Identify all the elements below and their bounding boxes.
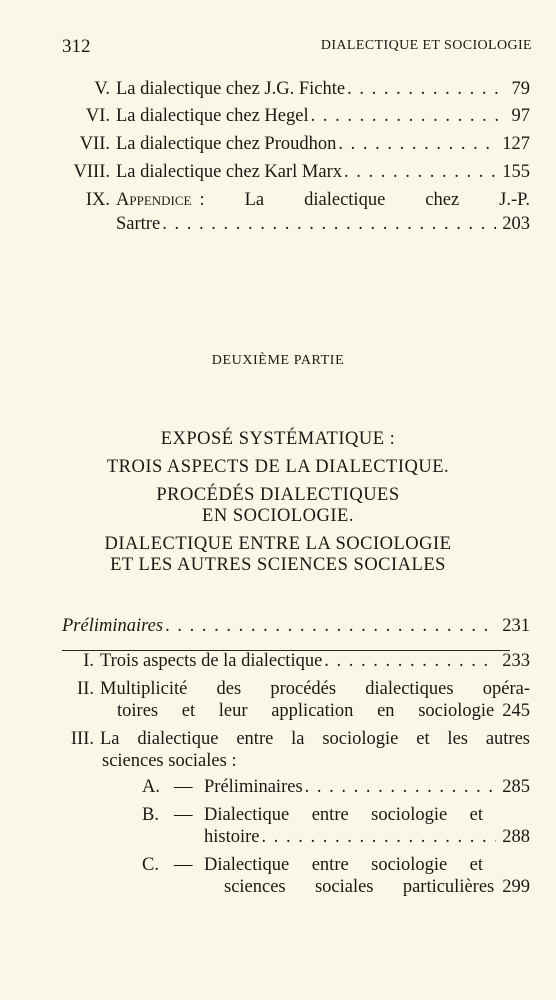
sub-entry-dash: — — [174, 805, 193, 825]
entry-title: Préliminaires — [62, 616, 164, 636]
appendix-label: Appendice — [116, 190, 192, 210]
section-heading-line: PROCÉDÉS DIALECTIQUES — [156, 485, 400, 505]
entry-title-continued: toires et leur application en sociologie — [117, 701, 495, 721]
toc-entry — [62, 104, 530, 128]
entry-page: 231 — [502, 616, 530, 636]
toc-entry — [62, 649, 530, 673]
leader-dots — [162, 212, 496, 236]
entry-number: IX. — [85, 190, 110, 210]
toc-sub-entry — [142, 853, 483, 877]
toc-sub-entry — [142, 803, 483, 827]
sub-entry-title: Dialectique entre sociologie et — [204, 855, 483, 875]
entry-number: VII. — [79, 134, 110, 154]
leader-dots — [165, 614, 496, 638]
entry-number: II. — [77, 679, 94, 699]
entry-title: Trois aspects de la dialectique — [100, 651, 323, 671]
sub-entry-page: 285 — [502, 777, 530, 797]
sub-entry-letter: B. — [142, 805, 159, 825]
leader-dots — [338, 132, 496, 156]
section-heading-line: TROIS ASPECTS DE LA DIALECTIQUE. — [106, 457, 450, 477]
leader-dots — [311, 104, 506, 128]
page-number: 312 — [62, 36, 91, 57]
leader-dots — [324, 649, 496, 673]
toc-entry — [62, 727, 530, 751]
sub-entry-letter: A. — [142, 777, 160, 797]
entry-title: : La dialectique chez J.-P. — [199, 190, 530, 210]
section-heading-line: DIALECTIQUE ENTRE LA SOCIOLOGIE — [104, 534, 452, 554]
entry-title: La dialectique chez Proudhon — [116, 134, 337, 154]
entry-page: 97 — [511, 106, 530, 126]
running-title: DIALECTIQUE ET SOCIOLOGIE — [320, 38, 532, 53]
sub-entry-letter: C. — [142, 855, 159, 875]
section-heading-line: ET LES AUTRES SCIENCES SOCIALES — [110, 555, 446, 575]
toc-entry — [62, 160, 530, 184]
toc-entry-appendix — [62, 188, 530, 212]
toc-entry-preliminaires — [62, 614, 530, 638]
sub-entry-page: 288 — [502, 827, 530, 847]
entry-number: VIII. — [73, 162, 110, 182]
sub-entry-title: Préliminaires — [204, 777, 303, 797]
toc-entry-continuation — [117, 699, 530, 723]
leader-dots — [305, 775, 497, 799]
page-header — [62, 36, 532, 60]
leader-dots — [262, 825, 497, 849]
entry-title: La dialectique chez J.G. Fichte — [116, 79, 346, 99]
toc-entry-continuation — [116, 212, 530, 236]
entry-number: I. — [83, 651, 94, 671]
sub-entry-title: Dialectique entre sociologie et — [204, 805, 483, 825]
toc-entry — [62, 77, 530, 101]
sub-entry-title-continued: sciences sociales particulières — [224, 877, 495, 897]
entry-title: La dialectique chez Hegel — [116, 106, 309, 126]
part-label: DEUXIÈME PARTIE — [211, 353, 345, 368]
sub-entry-dash: — — [174, 777, 193, 797]
entry-title: Multiplicité des procédés dialectiques opéra- — [100, 679, 530, 699]
entry-title: La dialectique chez Karl Marx — [116, 162, 342, 182]
sub-entry-title-continued: histoire — [204, 827, 260, 847]
toc-sub-entry-continuation — [204, 825, 530, 849]
section-heading-line: EXPOSÉ SYSTÉMATIQUE : — [160, 429, 396, 449]
entry-page: 233 — [502, 651, 530, 671]
toc-entry — [62, 677, 530, 701]
entry-page: 127 — [502, 134, 530, 154]
entry-title-continued: Sartre — [116, 214, 161, 234]
entry-page: 203 — [502, 214, 530, 234]
toc-entry-continuation: sciences sociales : — [102, 751, 237, 771]
toc-entry — [62, 132, 530, 156]
sub-entry-page: 299 — [502, 877, 530, 897]
entry-title: La dialectique entre la sociologie et les autres — [100, 729, 530, 749]
leader-dots — [344, 160, 496, 184]
sub-entry-dash: — — [174, 855, 193, 875]
entry-page: 245 — [502, 701, 530, 721]
entry-number: III. — [70, 729, 94, 749]
entry-number: VI. — [85, 106, 110, 126]
leader-dots — [347, 77, 505, 101]
toc-sub-entry-continuation — [224, 875, 530, 899]
toc-sub-entry — [142, 775, 530, 799]
entry-page: 155 — [502, 162, 530, 182]
section-heading-line: EN SOCIOLOGIE. — [202, 506, 354, 526]
entry-page: 79 — [511, 79, 530, 99]
entry-number: V. — [94, 79, 110, 99]
